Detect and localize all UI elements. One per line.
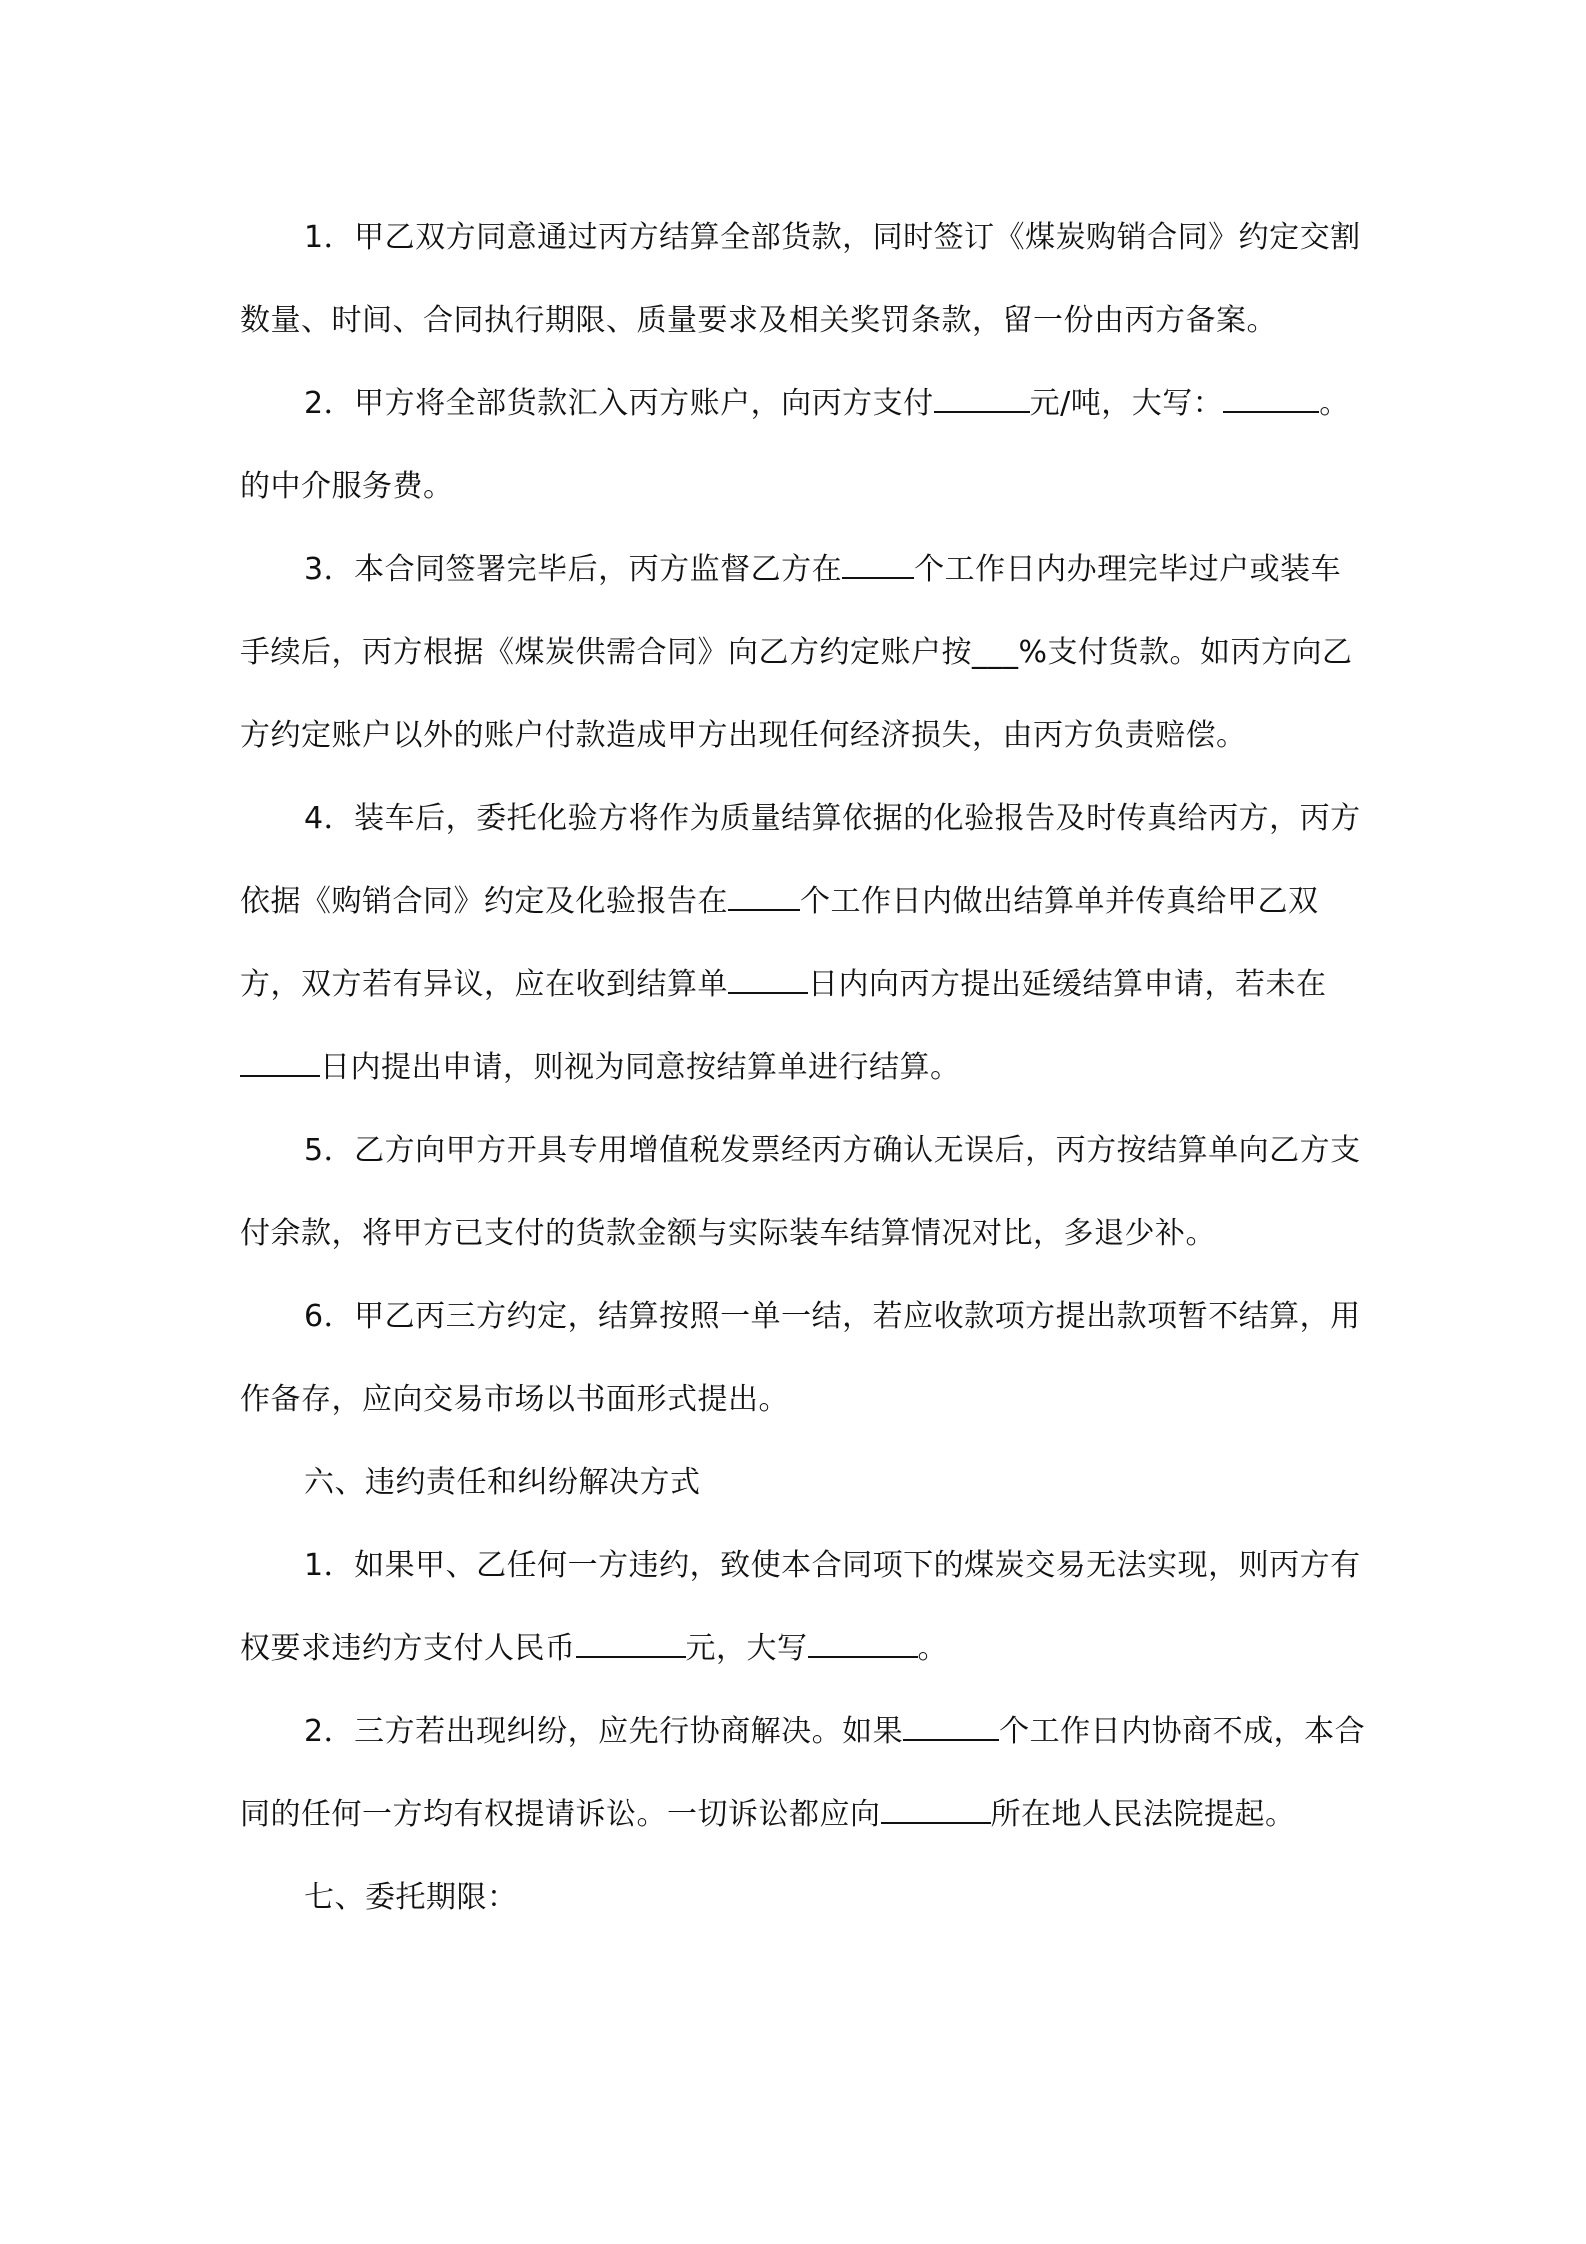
document-body: [240, 196, 1370, 1939]
clause-text: 2．甲方将全部货款汇入丙方账户，向丙方支付: [304, 386, 934, 421]
blank-line: [728, 879, 800, 911]
clause-text: 所在地人民法院提起。: [990, 1797, 1296, 1832]
clause-5-2: [240, 362, 1370, 528]
blank-line: [1223, 381, 1319, 413]
blank-line: [881, 1792, 991, 1824]
blank-line: [842, 547, 914, 579]
blank-line: [728, 962, 808, 994]
blank-line: [903, 1709, 999, 1741]
clause-6-1: [240, 1524, 1370, 1690]
clause-text: 1．甲乙双方同意通过丙方结算全部货款，同时签订《煤炭购销合同》约定交割数量、时间、合同执行期限、质量要求及相关奖罚条款，留一份由丙方备案。: [240, 220, 1361, 338]
clause-text: 个工作日内办理完毕过户或装车手续后，丙方根据《煤炭供需合同》向乙方约定账户按___%支付货款。如丙方向乙方约定账户以外的账户付款造成甲方出现任何经济损失，由丙方负责赔偿。: [240, 552, 1353, 753]
clause-5-4: [240, 777, 1370, 1109]
clause-text: 元/吨，大写：: [1029, 386, 1224, 421]
blank-line: [934, 381, 1030, 413]
clause-text: 日内提出申请，则视为同意按结算单进行结算。: [320, 1050, 961, 1085]
clause-text: 3．本合同签署完毕后，丙方监督乙方在: [304, 552, 843, 587]
clause-5-1: [240, 196, 1370, 362]
clause-text: 。的中介服务费。: [240, 386, 1350, 504]
blank-line: [240, 1045, 320, 1077]
clause-text: 元，大写: [685, 1631, 808, 1666]
clause-text: 6．甲乙丙三方约定，结算按照一单一结，若应收款项方提出款项暂不结算，用作备存，应向交易市场以书面形式提出。: [240, 1299, 1361, 1417]
clause-text: 。: [917, 1631, 948, 1666]
section-heading-7: [240, 1856, 1370, 1939]
clause-text: 5．乙方向甲方开具专用增值税发票经丙方确认无误后，丙方按结算单向乙方支付余款，将甲方已支付的货款金额与实际装车结算情况对比，多退少补。: [240, 1133, 1361, 1251]
blank-line: [576, 1626, 686, 1658]
clause-text: 日内向丙方提出延缓结算申请，若未在: [808, 967, 1327, 1002]
heading-text: 七、委托期限：: [304, 1880, 518, 1915]
clause-6-2: [240, 1690, 1370, 1856]
clause-text: 4．装车后，委托化验方将作为质量结算依据的化验报告及时传真给丙方，丙方依据《购销合同》约定及化验报告在: [240, 801, 1361, 919]
clause-text: 1．如果甲、乙任何一方违约，致使本合同项下的煤炭交易无法实现，则丙方有权要求违约方支付人民币: [240, 1548, 1361, 1666]
heading-text: 六、违约责任和纠纷解决方式: [304, 1465, 701, 1500]
clause-5-3: [240, 528, 1370, 777]
clause-5-6: [240, 1275, 1370, 1441]
clause-5-5: [240, 1109, 1370, 1275]
clause-text: 个工作日内协商不成，本合同的任何一方均有权提请诉讼。一切诉讼都应向: [240, 1714, 1366, 1832]
blank-line: [808, 1626, 918, 1658]
section-heading-6: [240, 1441, 1370, 1524]
clause-text: 2．三方若出现纠纷，应先行协商解决。如果: [304, 1714, 904, 1749]
clause-text: 个工作日内做出结算单并传真给甲乙双方，双方若有异议，应在收到结算单: [240, 884, 1319, 1002]
